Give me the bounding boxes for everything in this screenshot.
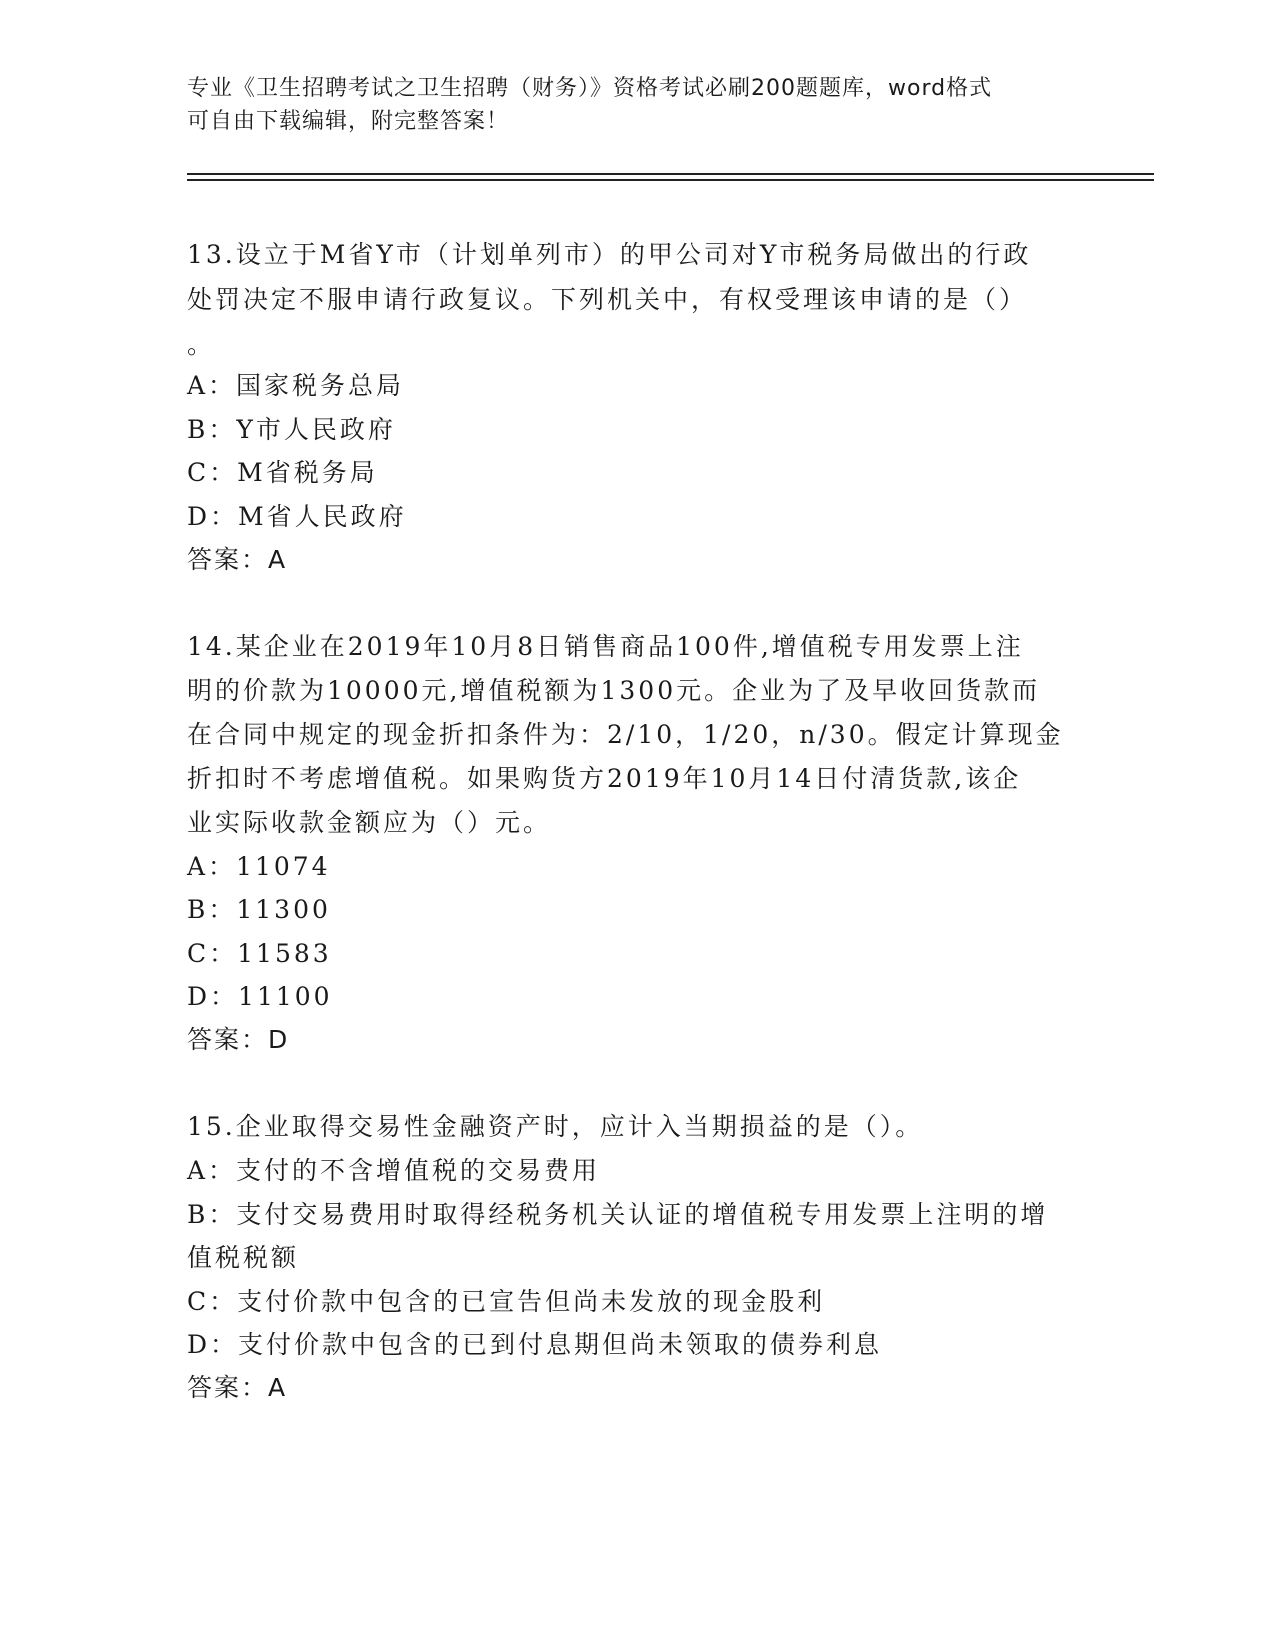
option-d: D：11100 (187, 982, 333, 1011)
question-stem-line: 折扣时不考虑增值税。如果购货方2019年10月14日付清货款,该企 (187, 764, 1022, 793)
option-c: C：M省税务局 (187, 458, 378, 487)
page-header (187, 72, 1087, 138)
question-stem-line: 14.某企业在2019年10月8日销售商品100件,增值税专用发票上注 (187, 632, 1024, 661)
option-c: C：11583 (187, 939, 332, 968)
question-stem-line: 处罚决定不服申请行政复议。下列机关中，有权受理该申请的是（） (187, 285, 1028, 314)
option-a: A：支付的不含增值税的交易费用 (187, 1156, 601, 1185)
header-line-1: 专业《卫生招聘考试之卫生招聘（财务）》资格考试必刷200题题库，word格式 (187, 76, 993, 101)
option-d: D：支付价款中包含的已到付息期但尚未领取的债券利息 (187, 1330, 883, 1359)
header-divider-top (187, 173, 1154, 175)
option-b: B：11300 (187, 895, 331, 924)
answer: 答案：A (187, 1373, 288, 1402)
question-stem-line: 15.企业取得交易性金融资产时，应计入当期损益的是（）。 (187, 1112, 924, 1141)
option-a: A：11074 (187, 852, 331, 881)
answer: 答案：A (187, 545, 288, 574)
option-a: A：国家税务总局 (187, 371, 405, 400)
question-stem-line: 13.设立于M省Y市（计划单列市）的甲公司对Y市税务局做出的行政 (187, 240, 1032, 269)
option-c: C：支付价款中包含的已宣告但尚未发放的现金股利 (187, 1287, 826, 1316)
header-divider-bottom (187, 179, 1154, 181)
header-line-2: 可自由下载编辑，附完整答案！ (187, 109, 510, 134)
question-stem-line: 。 (187, 330, 216, 359)
option-b: B：Y市人民政府 (187, 415, 396, 444)
question-stem-line: 在合同中规定的现金折扣条件为：2/10，1/20，n/30。假定计算现金 (187, 720, 1064, 749)
question-stem-line: 业实际收款金额应为（）元。 (187, 808, 552, 837)
question-stem-line: 明的价款为10000元,增值税额为1300元。企业为了及早收回货款而 (187, 676, 1041, 705)
option-b-continued: 值税税额 (187, 1243, 300, 1272)
option-d: D：M省人民政府 (187, 502, 407, 531)
option-b: B：支付交易费用时取得经税务机关认证的增值税专用发票上注明的增 (187, 1200, 1049, 1229)
answer: 答案：D (187, 1025, 290, 1054)
